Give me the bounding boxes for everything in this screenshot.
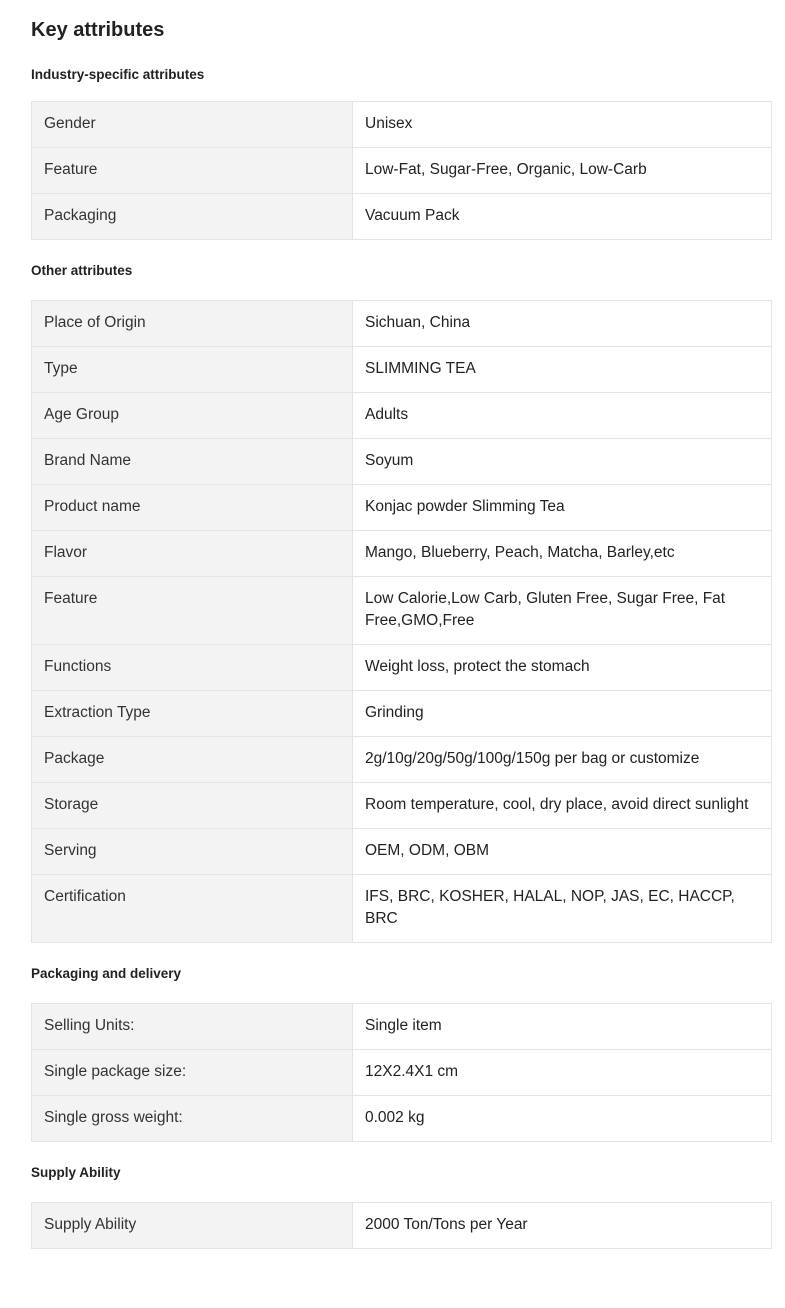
supply-ability-table bbox=[31, 1202, 772, 1249]
attribute-label: Brand Name bbox=[32, 439, 353, 485]
attribute-label: Supply Ability bbox=[32, 1203, 353, 1249]
table-row bbox=[32, 1096, 772, 1142]
attribute-label: Age Group bbox=[32, 393, 353, 439]
attribute-value: Low Calorie,Low Carb, Gluten Free, Sugar Free, Fat Free,GMO,Free bbox=[353, 577, 772, 645]
attribute-value: Konjac powder Slimming Tea bbox=[353, 485, 772, 531]
attribute-value: Sichuan, China bbox=[353, 301, 772, 347]
section-title-supply-ability: Supply Ability bbox=[31, 1165, 121, 1180]
industry-attributes-table bbox=[31, 101, 772, 240]
table-row bbox=[32, 485, 772, 531]
section-title-other-attributes: Other attributes bbox=[31, 263, 133, 278]
attribute-label: Storage bbox=[32, 783, 353, 829]
table-row bbox=[32, 301, 772, 347]
section-title-packaging-delivery: Packaging and delivery bbox=[31, 966, 182, 981]
attribute-label: Selling Units: bbox=[32, 1004, 353, 1050]
attribute-label: Type bbox=[32, 347, 353, 393]
table-row bbox=[32, 148, 772, 194]
table-row bbox=[32, 737, 772, 783]
attribute-value: Adults bbox=[353, 393, 772, 439]
attribute-label: Flavor bbox=[32, 531, 353, 577]
attribute-label: Functions bbox=[32, 645, 353, 691]
attribute-label: Certification bbox=[32, 875, 353, 943]
table-row bbox=[32, 102, 772, 148]
attribute-value: 2000 Ton/Tons per Year bbox=[353, 1203, 772, 1249]
attribute-label: Single gross weight: bbox=[32, 1096, 353, 1142]
attribute-value: Soyum bbox=[353, 439, 772, 485]
table-row bbox=[32, 531, 772, 577]
table-row bbox=[32, 691, 772, 737]
attribute-label: Extraction Type bbox=[32, 691, 353, 737]
attribute-value: Weight loss, protect the stomach bbox=[353, 645, 772, 691]
attribute-value: Low-Fat, Sugar-Free, Organic, Low-Carb bbox=[353, 148, 772, 194]
attribute-label: Package bbox=[32, 737, 353, 783]
attribute-label: Gender bbox=[32, 102, 353, 148]
attribute-value: 2g/10g/20g/50g/100g/150g per bag or customize bbox=[353, 737, 772, 783]
attribute-label: Packaging bbox=[32, 194, 353, 240]
table-row bbox=[32, 439, 772, 485]
attribute-value: IFS, BRC, KOSHER, HALAL, NOP, JAS, EC, HACCP, BRC bbox=[353, 875, 772, 943]
attribute-value: Vacuum Pack bbox=[353, 194, 772, 240]
attribute-label: Place of Origin bbox=[32, 301, 353, 347]
table-row bbox=[32, 829, 772, 875]
attribute-value: 0.002 kg bbox=[353, 1096, 772, 1142]
attribute-label: Feature bbox=[32, 148, 353, 194]
table-row bbox=[32, 393, 772, 439]
attribute-label: Single package size: bbox=[32, 1050, 353, 1096]
attribute-value: OEM, ODM, OBM bbox=[353, 829, 772, 875]
table-row bbox=[32, 783, 772, 829]
attribute-value: Mango, Blueberry, Peach, Matcha, Barley,etc bbox=[353, 531, 772, 577]
table-row bbox=[32, 347, 772, 393]
table-row bbox=[32, 875, 772, 943]
section-title-industry-specific: Industry-specific attributes bbox=[31, 67, 205, 82]
table-row bbox=[32, 1050, 772, 1096]
attribute-value: Room temperature, cool, dry place, avoid direct sunlight bbox=[353, 783, 772, 829]
table-row bbox=[32, 645, 772, 691]
table-row bbox=[32, 1004, 772, 1050]
packaging-delivery-table bbox=[31, 1003, 772, 1142]
attribute-label: Product name bbox=[32, 485, 353, 531]
attribute-label: Serving bbox=[32, 829, 353, 875]
attribute-value: Single item bbox=[353, 1004, 772, 1050]
table-row bbox=[32, 194, 772, 240]
table-row bbox=[32, 1203, 772, 1249]
attribute-value: Unisex bbox=[353, 102, 772, 148]
page-title: Key attributes bbox=[31, 19, 165, 41]
table-row bbox=[32, 577, 772, 645]
attribute-label: Feature bbox=[32, 577, 353, 645]
attribute-value: 12X2.4X1 cm bbox=[353, 1050, 772, 1096]
attribute-value: SLIMMING TEA bbox=[353, 347, 772, 393]
other-attributes-table bbox=[31, 300, 772, 943]
attribute-value: Grinding bbox=[353, 691, 772, 737]
